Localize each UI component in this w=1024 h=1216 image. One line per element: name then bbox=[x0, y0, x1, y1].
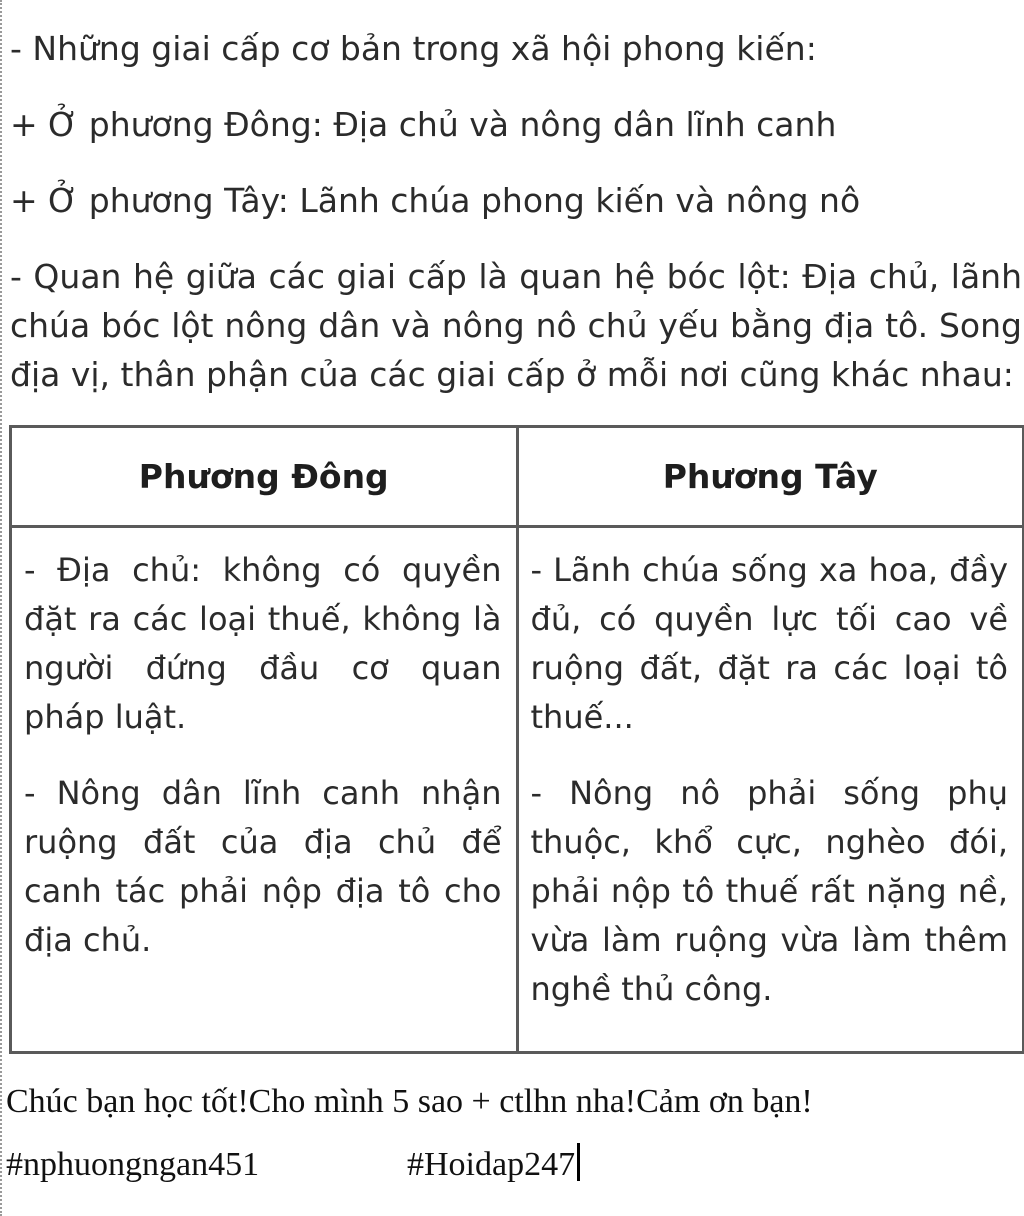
text-cursor bbox=[577, 1143, 580, 1181]
intro-line-classes: - Những giai cấp cơ bản trong xã hội phong kiến: bbox=[10, 29, 817, 68]
footer-message: Chúc bạn học tốt!Cho mình 5 sao + ctlhn nha!Cảm ơn bạn! bbox=[6, 1083, 813, 1120]
intro-line-west: + Ở phương Tây: Lãnh chúa phong kiến và nông nô bbox=[10, 181, 861, 220]
tag-author: #nphuongngan451 bbox=[6, 1146, 260, 1183]
table-header-row bbox=[11, 427, 1024, 527]
header-east: Phương Đông bbox=[11, 427, 518, 527]
east-point-landlord: - Địa chủ: không có quyền đặt ra các loại thuế, không là người đứng đầu cơ quan pháp luật. bbox=[24, 551, 502, 736]
intro-paragraph: - Quan hệ giữa các giai cấp là quan hệ bóc lột: Địa chủ, lãnh chúa bóc lột nông dân và nông nô chủ yếu bằng địa tô. Song địa vị, thân phận của các giai cấp ở mỗi nơi cũng khác nhau: bbox=[10, 257, 1022, 394]
west-point-serf: - Nông nô phải sống phụ thuộc, khổ cực, nghèo đói, phải nộp tô thuế rất nặng nề, vừa làm ruộng vừa làm thêm nghề thủ công. bbox=[530, 774, 1008, 1008]
comparison-table bbox=[9, 425, 1024, 1054]
east-point-peasant: - Nông dân lĩnh canh nhận ruộng đất của địa chủ để canh tác phải nộp địa tô cho địa chủ. bbox=[24, 774, 502, 959]
tag-site-wrapper[interactable] bbox=[407, 1143, 580, 1187]
cell-west bbox=[517, 527, 1024, 1053]
table-row bbox=[11, 527, 1024, 1053]
header-west: Phương Tây bbox=[517, 427, 1024, 527]
intro-line-east: + Ở phương Đông: Địa chủ và nông dân lĩnh canh bbox=[10, 105, 837, 144]
west-point-lord: - Lãnh chúa sống xa hoa, đầy đủ, có quyền lực tối cao về ruộng đất, đặt ra các loại tô thuế... bbox=[530, 551, 1008, 736]
cell-east bbox=[11, 527, 518, 1053]
tag-site: #Hoidap247 bbox=[407, 1146, 576, 1183]
